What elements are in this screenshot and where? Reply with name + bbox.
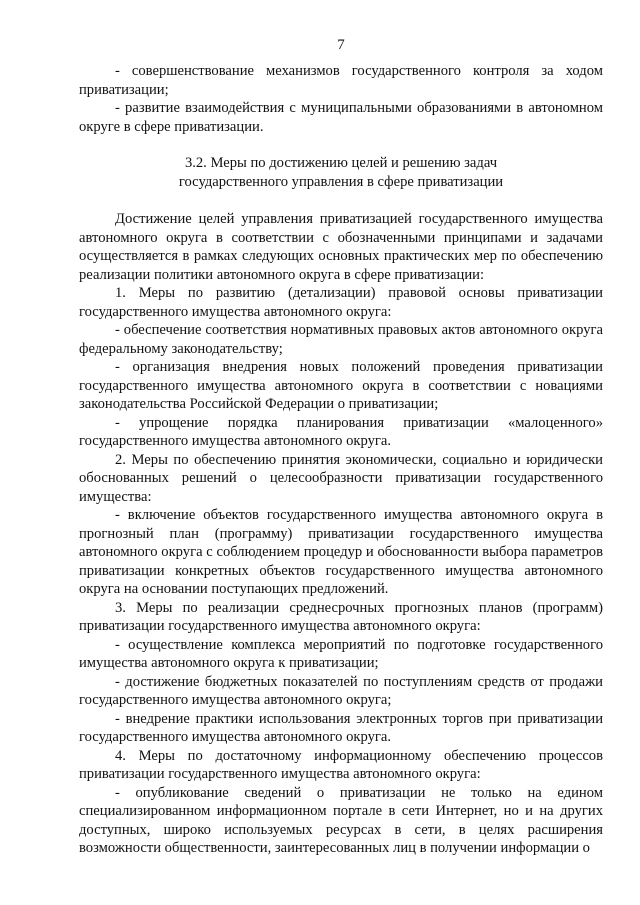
paragraph-intro: Достижение целей управления приватизацией государственного имущества автономного округа в соответствии с обозначенными принципами и задачами осуществляется в рамках следующих основных практических мер по обеспечению реализации политики автономного округа в сфере приватизации:	[79, 211, 603, 283]
measure-1-heading: 1. Меры по развитию (детализации) правовой основы приватизации государственного имущества автономного округа:	[79, 285, 603, 320]
measure-2-item-1: - включение объектов государственного имущества автономного округа в прогнозный план (программу) приватизации государственного имущества автономного округа с соблюдением процедур и обоснованности выбора параметров приватизации конкретных объектов государственного имущества автономного округа на основании поступающих предложений.	[79, 507, 603, 597]
measure-2-heading: 2. Меры по обеспечению принятия экономически, социально и юридически обоснованных решений о целесообразности приватизации государственного имущества:	[79, 451, 603, 505]
section-heading-line-1: 3.2. Меры по достижению целей и решению задач	[184, 155, 498, 171]
measure-1-item-3: - упрощение порядка планирования приватизации «малоценного» государственного имущества автономного округа.	[79, 414, 603, 449]
document-page	[79, 36, 603, 858]
measure-3-item-3: - внедрение практики использования электронных торгов при приватизации государственного имущества автономного округа.	[79, 710, 603, 745]
spacer	[79, 136, 603, 154]
measure-4-item-1: - опубликование сведений о приватизации не только на едином специализированном информационном портале в сети Интернет, но и на других доступных, широко используемых ресурсах в сети, в целях расширения возможности общественности, заинтересованных лиц в получении информации о	[79, 784, 603, 856]
measure-3-heading: 3. Меры по реализации среднесрочных прогнозных планов (программ) приватизации государственного имущества автономного округа:	[79, 599, 603, 634]
intro-item-1: - совершенствование механизмов государственного контроля за ходом приватизации;	[79, 63, 603, 98]
intro-item-2: - развитие взаимодействия с муниципальными образованиями в автономном округе в сфере приватизации.	[79, 100, 603, 135]
measure-3-item-1: - осуществление комплекса мероприятий по подготовке государственного имущества автономного округа к приватизации;	[79, 636, 603, 671]
measure-1-item-1: - обеспечение соответствия нормативных правовых актов автономного округа федеральному законодательству;	[79, 322, 603, 357]
spacer	[79, 191, 603, 210]
section-heading-line-2: государственного управления в сфере приватизации	[178, 173, 504, 190]
measure-1-item-2: - организация внедрения новых положений проведения приватизации государственного имущества автономного округа в соответствии с новациями законодательства Российской Федерации о приватизации;	[79, 359, 603, 412]
measure-4-heading: 4. Меры по достаточному информационному обеспечению процессов приватизации государственного имущества автономного округа:	[79, 747, 603, 782]
measure-3-item-2: - достижение бюджетных показателей по поступлениям средств от продажи государственного имущества автономного округа;	[79, 673, 603, 708]
page-number: 7	[337, 37, 345, 53]
